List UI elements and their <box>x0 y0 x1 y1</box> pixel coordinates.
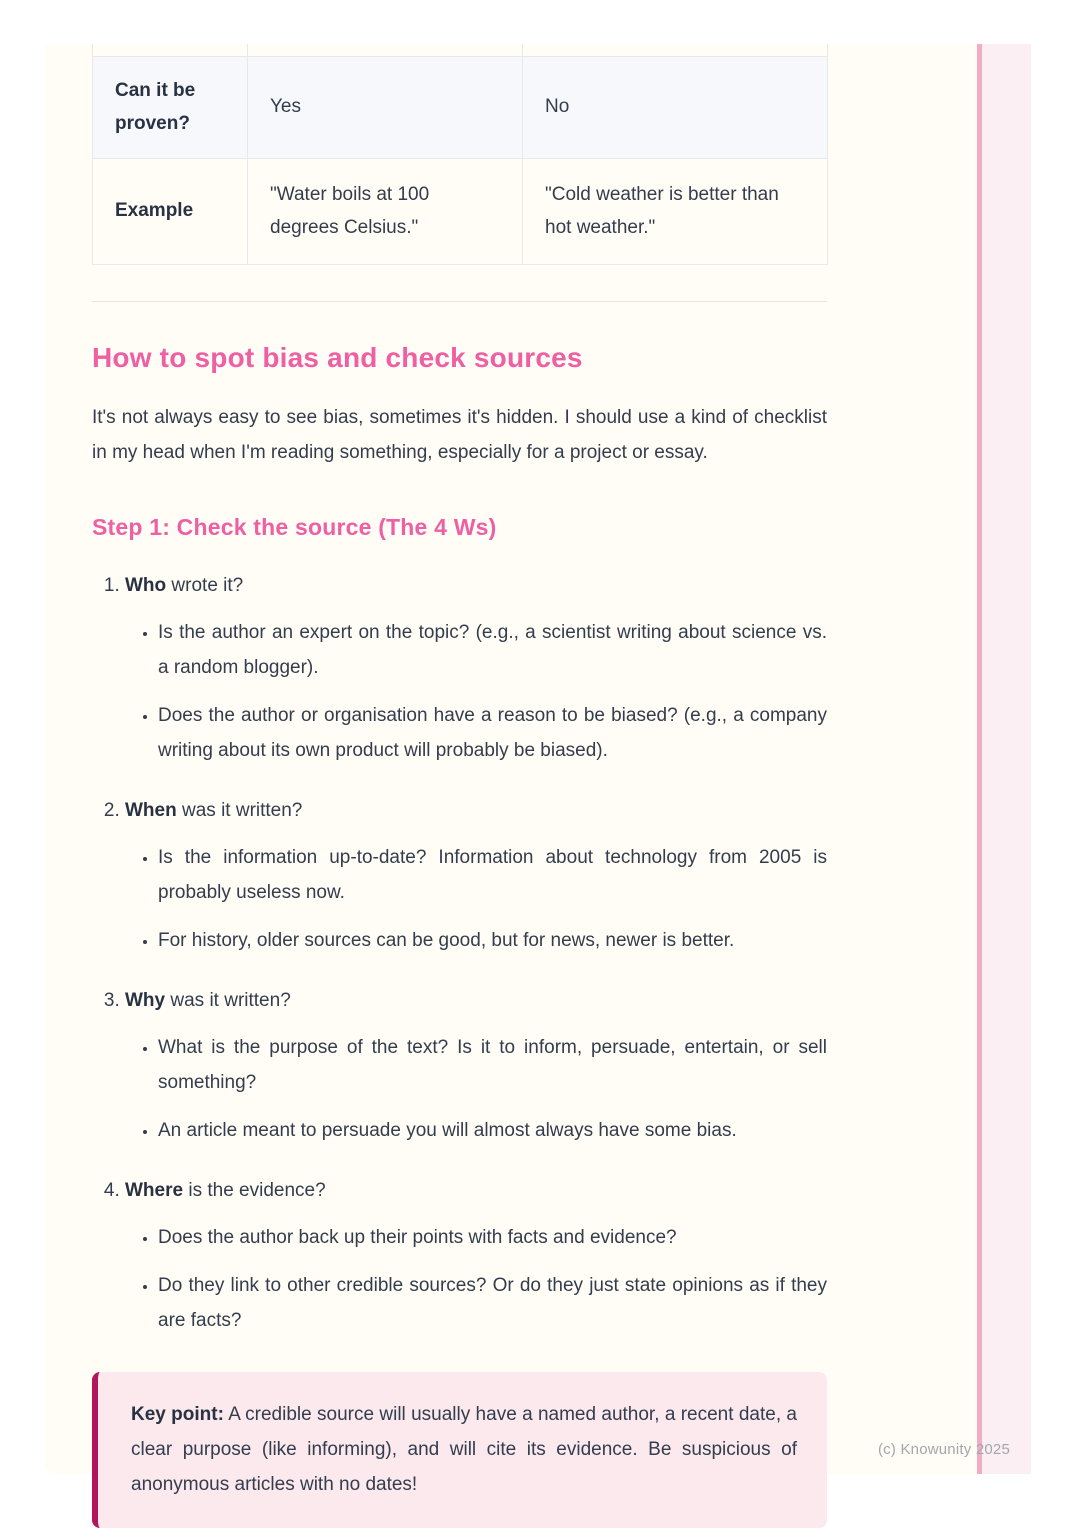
bullet-item: • What is the purpose of the text? Is it to inform, persuade, entertain, or sell something? <box>158 1030 827 1100</box>
table-cell-opinion: "Cold weather is better than hot weather." <box>523 158 828 264</box>
key-point-text: A credible source will usually have a named author, a recent date, a clear purpose (like informing), and will cite its evidence. Be suspicious of anonymous articles with no dates! <box>131 1404 797 1496</box>
checklist-question: was it written? <box>165 990 291 1012</box>
checklist-term: Why <box>125 990 166 1012</box>
table-cell <box>523 44 828 56</box>
sub-bullets <box>125 1030 827 1148</box>
table-row <box>93 56 828 158</box>
bullet-item: • Do they link to other credible sources? Or do they just state opinions as if they are facts? <box>158 1268 827 1338</box>
sub-bullets <box>125 1220 827 1338</box>
bullet-item: • Is the information up-to-date? Information about technology from 2005 is probably useless now. <box>158 840 827 910</box>
sub-bullets <box>125 840 827 958</box>
table-cell-fact: "Water boils at 100 degrees Celsius." <box>248 158 523 264</box>
bullet-item: • Is the author an expert on the topic? (e.g., a scientist writing about science vs. a random blogger). <box>158 615 827 685</box>
bullet-item: • Does the author back up their points with facts and evidence? <box>158 1220 827 1255</box>
section-divider <box>92 301 827 302</box>
copyright-footer: (c) Knowunity 2025 <box>877 1441 1010 1458</box>
table-row-header: Example <box>93 158 248 264</box>
table-cell-fact: Yes <box>248 56 523 158</box>
checklist-question: wrote it? <box>166 575 244 597</box>
checklist-item-when <box>125 796 827 958</box>
intro-paragraph: It's not always easy to see bias, sometimes it's hidden. I should use a kind of checklist in my head when I'm reading something, especially for a project or essay. <box>92 406 827 463</box>
fact-vs-opinion-table <box>92 44 828 265</box>
notes-page-sheet <box>45 44 1031 1496</box>
bullet-item: • Does the author or organisation have a reason to be biased? (e.g., a company writing about its own product will probably be biased). <box>158 698 827 768</box>
table-row <box>93 158 828 264</box>
table-row-header: Can it be proven? <box>93 56 248 158</box>
checklist-item-why <box>125 986 827 1148</box>
step-1-title: Step 1: Check the source (The 4 Ws) <box>92 513 497 540</box>
checklist-item-who <box>125 571 827 768</box>
sub-bullets <box>125 615 827 768</box>
checklist-question: is the evidence? <box>183 1180 326 1202</box>
checklist-term: When <box>125 800 177 822</box>
page-content <box>92 44 827 1528</box>
table-cell <box>248 44 523 56</box>
bullet-item: • An article meant to persuade you will almost always have some bias. <box>158 1113 827 1148</box>
key-point-callout <box>92 1372 827 1528</box>
table-cell <box>93 44 248 56</box>
section-title: How to spot bias and check sources <box>92 341 583 373</box>
table-cell-opinion: No <box>523 56 828 158</box>
four-ws-checklist <box>92 571 827 1338</box>
bullet-item: • For history, older sources can be good, but for news, newer is better. <box>158 923 827 958</box>
table-row-clipped <box>93 44 828 56</box>
checklist-term: Who <box>125 575 167 597</box>
checklist-question: was it written? <box>176 800 303 822</box>
key-point-label: Key point: <box>131 1404 224 1426</box>
page-edge-stripe <box>977 44 1031 1474</box>
checklist-term: Where <box>125 1180 184 1202</box>
checklist-item-where <box>125 1176 827 1338</box>
